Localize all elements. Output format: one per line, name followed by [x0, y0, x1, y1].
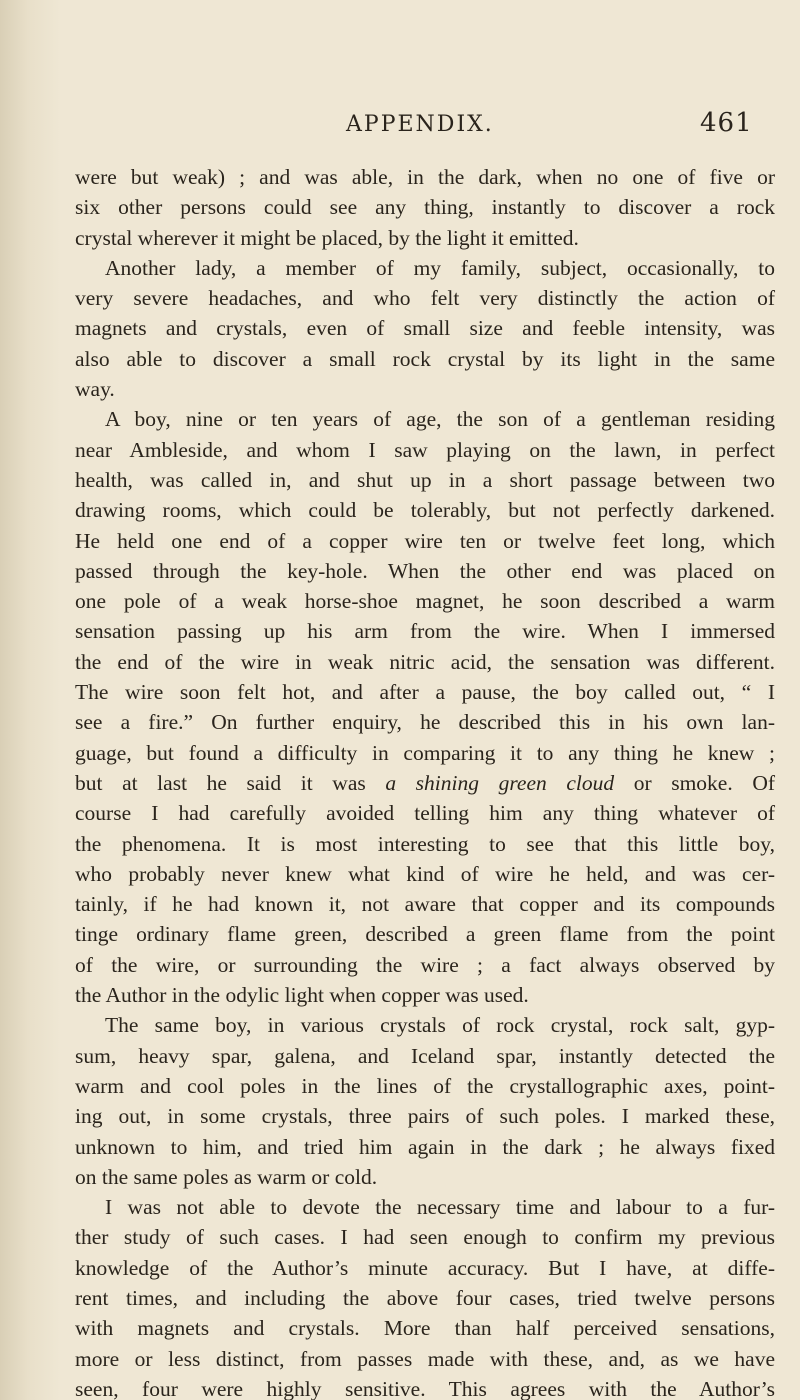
text-line: of the wire, or surrounding the wire ; a fact always observed by: [75, 952, 775, 977]
text-line: unknown to him, and tried him again in the dark ; he always fixed: [75, 1134, 775, 1159]
text-line: on the same poles as warm or cold.: [75, 1164, 378, 1189]
text-line: ther study of such cases. I had seen enough to confirm my previous: [75, 1225, 775, 1250]
running-head-title: APPENDIX.: [346, 112, 494, 137]
text-line: sum, heavy spar, galena, and Iceland spar, instantly detected the: [75, 1043, 775, 1068]
text-line: knowledge of the Author’s minute accuracy. But I have, at diffe-: [75, 1255, 775, 1280]
paragraph-start-line: Another lady, a member of my family, subject, occasionally, to: [105, 255, 775, 280]
text-line: drawing rooms, which could be tolerably, but not perfectly darkened.: [75, 498, 775, 523]
text-line: near Ambleside, and whom I saw playing on the lawn, in perfect: [75, 437, 775, 462]
text-line: the end of the wire in weak nitric acid, the sensation was different.: [75, 649, 775, 674]
text-line: were but weak) ; and was able, in the dark, when no one of five or: [75, 165, 775, 189]
text-line: seen, four were highly sensitive. This agrees with the Author’s: [75, 1376, 775, 1400]
text-line-with-italic: [75, 768, 775, 798]
text-line: tinge ordinary flame green, described a green flame from the point: [75, 922, 775, 947]
text-line: tainly, if he had known it, not aware that copper and its compounds: [75, 892, 775, 917]
running-head: [0, 108, 800, 152]
paragraph-start-line: I was not able to devote the necessary time and labour to a fur-: [105, 1195, 775, 1220]
paragraph-start-line: The same boy, in various crystals of rock crystal, rock salt, gyp-: [105, 1013, 775, 1038]
text-line: He held one end of a copper wire ten or twelve feet long, which: [75, 528, 775, 553]
text-line: way.: [75, 377, 115, 402]
text-line: warm and cool poles in the lines of the crystallographic axes, point-: [75, 1073, 775, 1098]
text-line: very severe headaches, and who felt very distinctly the action of: [75, 286, 775, 311]
text-line: one pole of a weak horse-shoe magnet, he soon described a warm: [75, 589, 775, 614]
text-line: guage, but found a difficulty in comparing it to any thing he knew ;: [75, 740, 775, 765]
italic-phrase: a shining green cloud: [385, 770, 615, 795]
text-line: health, was called in, and shut up in a short passage between two: [75, 467, 775, 492]
text-line: more or less distinct, from passes made with these, and, as we have: [75, 1346, 775, 1371]
text-line: who probably never knew what kind of wire he held, and was cer-: [75, 861, 775, 886]
text-line: see a fire.” On further enquiry, he described this in his own lan-: [75, 710, 775, 735]
text-line: passed through the key-hole. When the other end was placed on: [75, 558, 775, 583]
text-line: sensation passing up his arm from the wire. When I immersed: [75, 619, 775, 644]
text-line: six other persons could see any thing, instantly to discover a rock: [75, 195, 775, 220]
text-line: ing out, in some crystals, three pairs of such poles. I marked these,: [75, 1104, 775, 1129]
text-line-end: or smoke. Of: [614, 770, 776, 795]
body-text: [75, 162, 775, 1400]
text-line: rent times, and including the above four cases, tried twelve persons: [75, 1285, 775, 1310]
text-line: crystal wherever it might be placed, by the light it emitted.: [75, 225, 579, 250]
text-line: magnets and crystals, even of small size and feeble intensity, was: [75, 316, 775, 341]
text-line-start: but at last he said it was: [75, 770, 386, 795]
text-line: course I had carefully avoided telling him any thing whatever of: [75, 801, 775, 826]
text-line: the phenomena. It is most interesting to see that this little boy,: [75, 831, 775, 856]
text-line: the Author in the odylic light when copper was used.: [75, 983, 529, 1008]
text-line: with magnets and crystals. More than half perceived sensations,: [75, 1316, 775, 1341]
text-line: The wire soon felt hot, and after a pause, the boy called out, “ I: [75, 680, 775, 705]
page-number: 461: [700, 108, 753, 138]
text-line: also able to discover a small rock crystal by its light in the same: [75, 346, 775, 371]
paragraph-start-line: A boy, nine or ten years of age, the son of a gentleman residing: [105, 407, 775, 432]
